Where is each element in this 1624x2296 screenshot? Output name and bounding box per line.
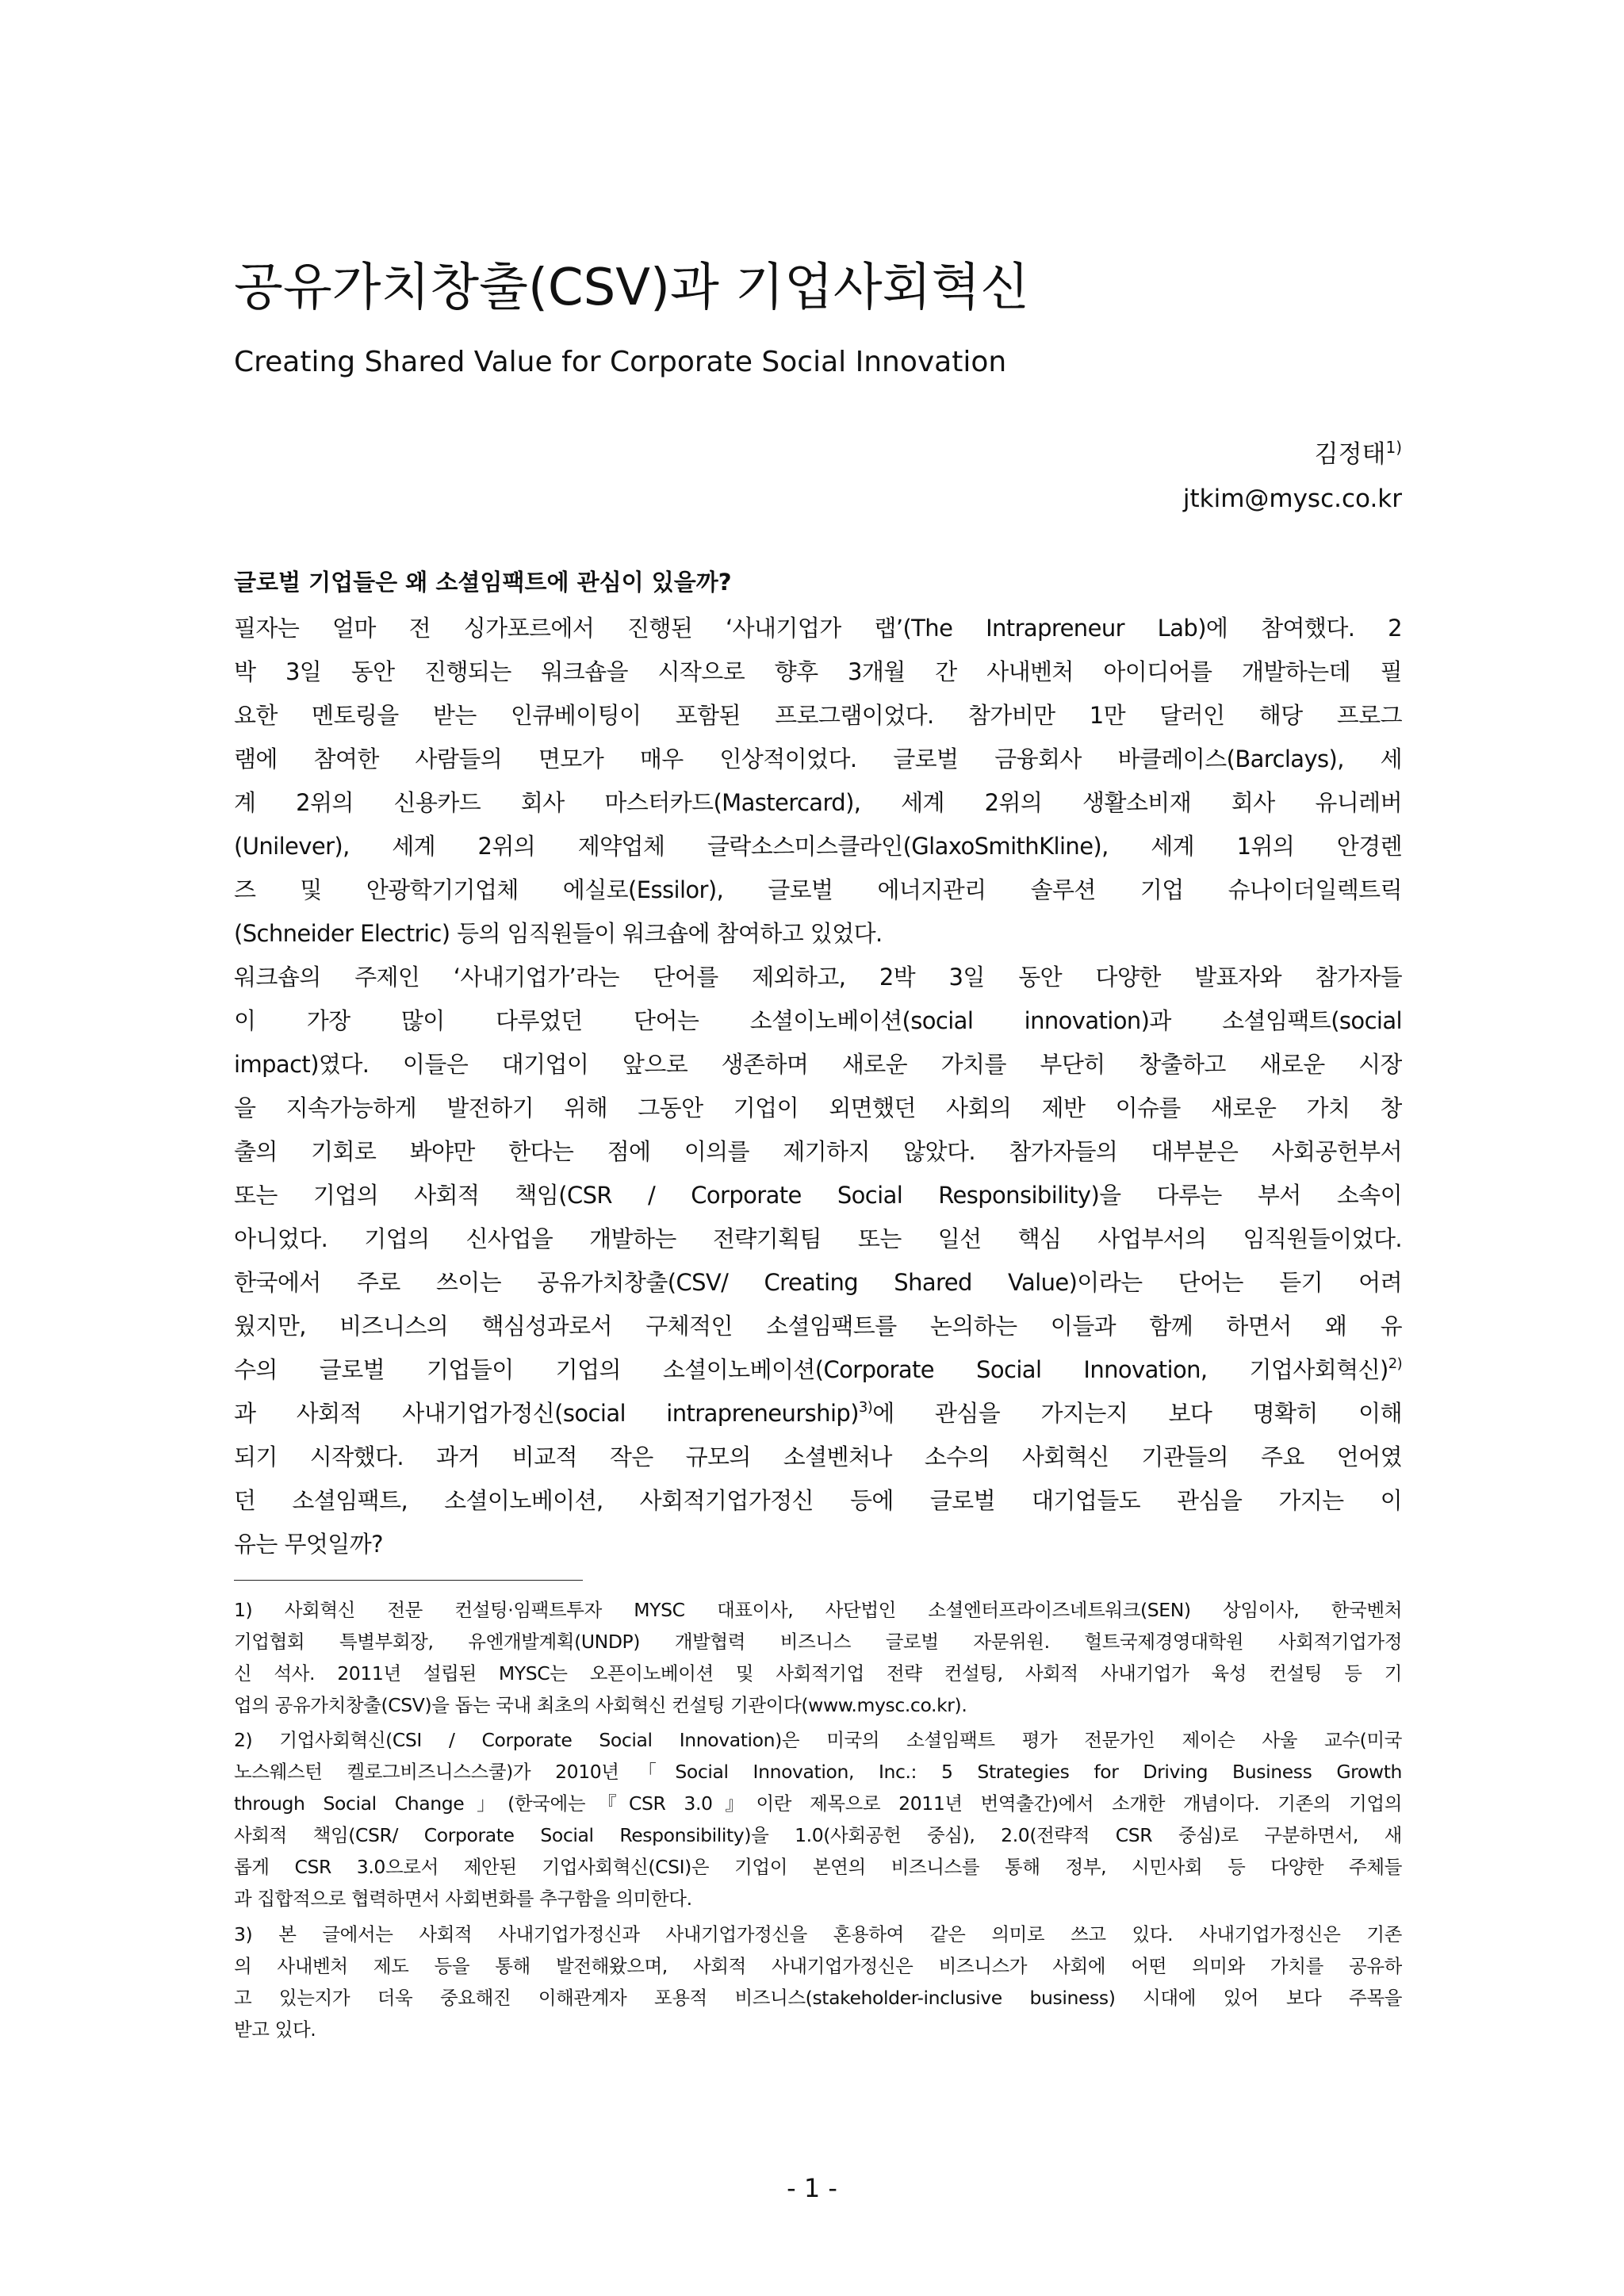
- paragraph-line: 웠지만, 비즈니스의 핵심성과로서 구체적인 소셜임팩트를 논의하는 이들과 함께 하면서 왜 유: [234, 1313, 1402, 1340]
- paragraph-line: 유는 무엇일까?: [234, 1531, 383, 1558]
- document-title: 공유가치창출(CSV)과 기업사회혁신: [234, 259, 1030, 317]
- paragraph-line: (Unilever), 세계 2위의 제약업체 글락소스미스클라인(GlaxoSmithKline), 세계 1위의 안경렌: [234, 833, 1402, 860]
- paragraph-line: 요한 멘토링을 받는 인큐베이팅이 포함된 프로그램이었다. 참가비만 1만 달러인 해당 프로그: [234, 702, 1402, 729]
- paragraph-line: 램에 참여한 사람들의 면모가 매우 인상적이었다. 글로벌 금융회사 바클레이스(Barclays), 세: [234, 746, 1402, 772]
- footnote-line: 의 사내벤처 제도 등을 통해 발전해왔으며, 사회적 사내기업가정신은 비즈니스가 사회에 어떤 의미와 가치를 공유하: [234, 1955, 1402, 1977]
- author-name: [1315, 435, 1402, 474]
- author-footnote-ref[interactable]: 1): [1385, 438, 1402, 457]
- footnote-line: 1) 사회혁신 전문 컨설팅·임팩트투자 MYSC 대표이사, 사단법인 소셜엔터프라이즈네트워크(SEN) 상임이사, 한국벤처: [234, 1599, 1402, 1621]
- paragraph-line: 필자는 얼마 전 싱가포르에서 진행된 ‘사내기업가 랩’(The Intrapreneur Lab)에 참여했다. 2: [234, 615, 1402, 642]
- paragraph-line-text: 수의 글로벌 기업들이 기업의 소셜이노베이션(Corporate Social Innovation, 기업사회혁신): [234, 1356, 1388, 1383]
- paragraph-line: 아니었다. 기업의 신사업을 개발하는 전략기획팀 또는 일선 핵심 사업부서의 임직원들이었다.: [234, 1225, 1402, 1252]
- paragraph-line: 워크숍의 주제인 ‘사내기업가’라는 단어를 제외하고, 2박 3일 동안 다양한 발표자와 참가자들: [234, 964, 1402, 991]
- footnote-line: 2) 기업사회혁신(CSI / Corporate Social Innovation)은 미국의 소셜임팩트 평가 전문가인 제이슨 사울 교수(미국: [234, 1729, 1402, 1751]
- footnote-line: 받고 있다.: [234, 2018, 316, 2041]
- footnote-divider: [234, 1580, 583, 1581]
- paragraph-line: 계 2위의 신용카드 회사 마스터카드(Mastercard), 세계 2위의 생활소비재 회사 유니레버: [234, 789, 1402, 816]
- page-number: - 1 -: [787, 2173, 837, 2203]
- paragraph-line: 박 3일 동안 진행되는 워크숍을 시작으로 향후 3개월 간 사내벤처 아이디어를 개발하는데 필: [234, 658, 1402, 685]
- footnote-line: 사회적 책임(CSR/ Corporate Social Responsibility)을 1.0(사회공헌 중심), 2.0(전략적 CSR 중심)로 구분하면서, 새: [234, 1824, 1402, 1846]
- paragraph-2: [234, 956, 1402, 1566]
- footnote-line: 기업협회 특별부회장, 유엔개발계획(UNDP) 개발협력 비즈니스 글로벌 자문위원. 헐트국제경영대학원 사회적기업가정: [234, 1631, 1402, 1653]
- section-heading: 글로벌 기업들은 왜 소셜임팩트에 관심이 있을까?: [234, 569, 732, 596]
- footnote-2: [234, 1724, 1402, 1915]
- paragraph-line: 던 소셜임팩트, 소셜이노베이션, 사회적기업가정신 등에 글로벌 대기업들도 관심을 가지는 이: [234, 1487, 1402, 1514]
- footnote-line: 신 석사. 2011년 설립된 MYSC는 오픈이노베이션 및 사회적기업 전략 컨설팅, 사회적 사내기업가 육성 컨설팅 등 기: [234, 1662, 1402, 1685]
- footnote-line: 3) 본 글에서는 사회적 사내기업가정신과 사내기업가정신을 혼용하여 같은 의미로 쓰고 있다. 사내기업가정신은 기존: [234, 1923, 1402, 1945]
- footnote-3: [234, 1918, 1402, 2045]
- paragraph-line: impact)였다. 이들은 대기업이 앞으로 생존하며 새로운 가치를 부단히 창출하고 새로운 시장: [234, 1051, 1402, 1078]
- paragraph-line: 또는 기업의 사회적 책임(CSR / Corporate Social Responsibility)을 다루는 부서 소속이: [234, 1182, 1402, 1209]
- footnote-line: through Social Change」(한국에는『CSR 3.0』이란 제목으로 2011년 번역출간)에서 소개한 개념이다. 기존의 기업의: [234, 1792, 1402, 1815]
- footnote-line: 과 집합적으로 협력하면서 사회변화를 추구함을 의미한다.: [234, 1888, 692, 1910]
- paragraph-line: (Schneider Electric) 등의 임직원들이 워크숍에 참여하고 있었다.: [234, 920, 883, 947]
- footnote-ref-3[interactable]: 3): [858, 1399, 873, 1416]
- paragraph-line: [234, 1348, 1402, 1392]
- paragraph-line: 되기 시작했다. 과거 비교적 작은 규모의 소셜벤처나 소수의 사회혁신 기관들의 주요 언어였: [234, 1443, 1402, 1470]
- paragraph-line: 즈 및 안광학기기업체 에실로(Essilor), 글로벌 에너지관리 솔루션 기업 슈나이더일렉트릭: [234, 876, 1402, 903]
- footnote-line: 노스웨스턴 켈로그비즈니스스쿨)가 2010년「Social Innovation, Inc.: 5 Strategies for Driving Business Growth: [234, 1761, 1402, 1783]
- paragraph-line-text: 과 사회적 사내기업가정신(social intrapreneurship): [234, 1400, 859, 1427]
- paragraph-line: 출의 기회로 봐야만 한다는 점에 이의를 제기하지 않았다. 참가자들의 대부분은 사회공헌부서: [234, 1138, 1402, 1165]
- footnote-ref-2[interactable]: 2): [1388, 1355, 1402, 1372]
- footnote-1: [234, 1594, 1402, 1721]
- paragraph-1: [234, 607, 1402, 956]
- paragraph-line: 을 지속가능하게 발전하기 위해 그동안 기업이 외면했던 사회의 제반 이슈를 새로운 가치 창: [234, 1094, 1402, 1121]
- document-subtitle: Creating Shared Value for Corporate Social Innovation: [234, 346, 1007, 378]
- paragraph-line-text: 에 관심을 가지는지 보다 명확히 이해: [872, 1400, 1402, 1427]
- paragraph-line: 한국에서 주로 쓰이는 공유가치창출(CSV/ Creating Shared Value)이라는 단어는 듣기 어려: [234, 1269, 1402, 1296]
- paragraph-line: 이 가장 많이 다루었던 단어는 소셜이노베이션(social innovation)과 소셜임팩트(social: [234, 1007, 1402, 1034]
- paragraph-line: [234, 1392, 1402, 1435]
- author-email[interactable]: jtkim@mysc.co.kr: [1182, 485, 1402, 513]
- footnote-line: 롭게 CSR 3.0으로서 제안된 기업사회혁신(CSI)은 기업이 본연의 비즈니스를 통해 정부, 시민사회 등 다양한 주체들: [234, 1856, 1402, 1878]
- footnote-line: 고 있는지가 더욱 중요해진 이해관계자 포용적 비즈니스(stakeholder-inclusive business) 시대에 있어 보다 주목을: [234, 1987, 1402, 2009]
- footnote-line: 업의 공유가치창출(CSV)을 돕는 국내 최초의 사회혁신 컨설팅 기관이다(www.mysc.co.kr).: [234, 1694, 967, 1716]
- author-name-text: 김정태: [1314, 440, 1386, 469]
